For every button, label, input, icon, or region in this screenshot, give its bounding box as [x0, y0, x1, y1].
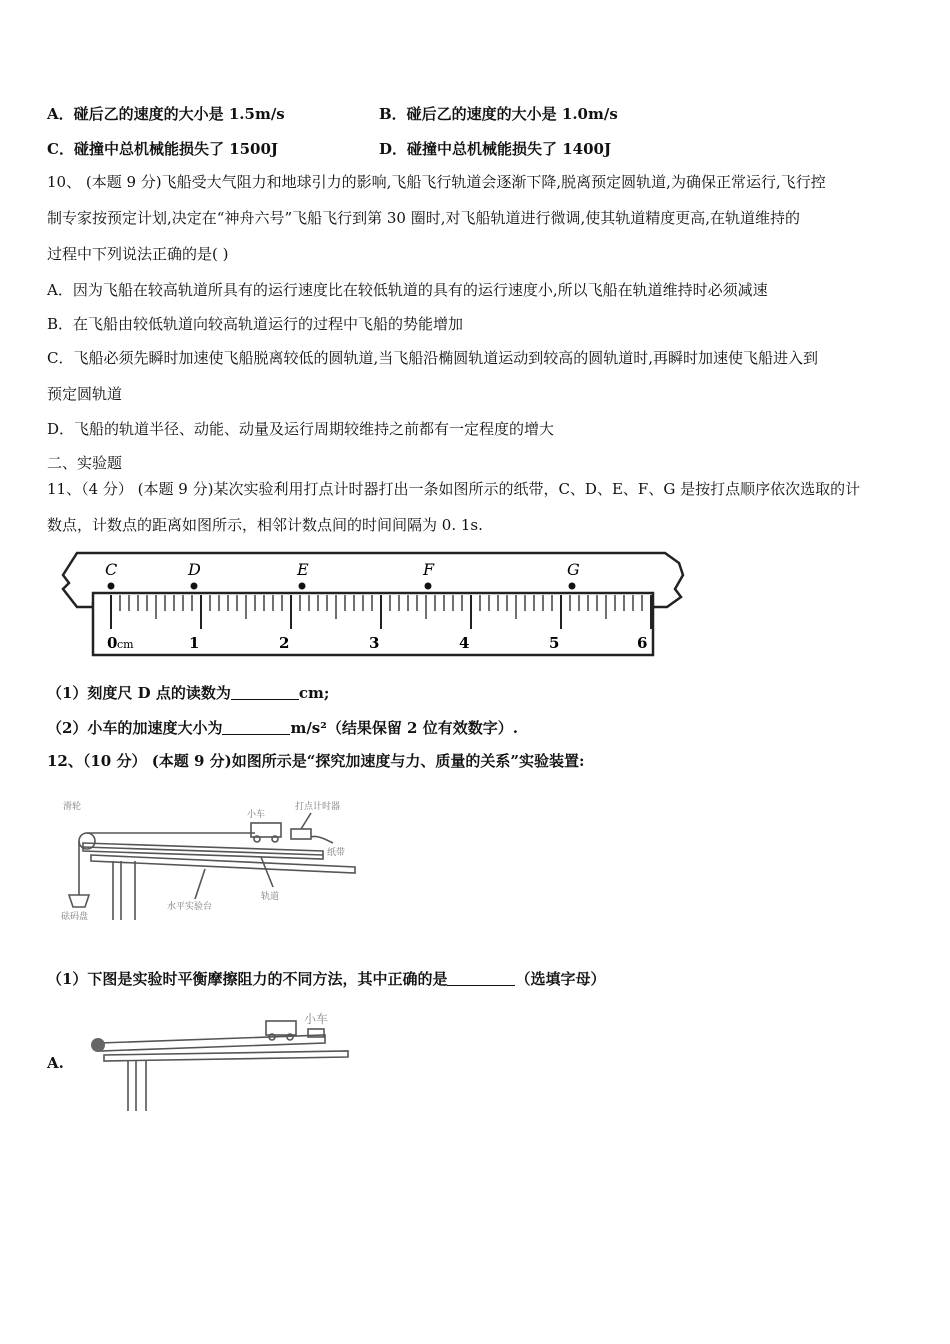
label-timer: 打点计时器 [295, 802, 341, 812]
q11-sub2-prompt: （2）小车的加速度大小为 [47, 719, 223, 737]
friction-method-a-figure [90, 1005, 355, 1120]
answer-blank-acceleration[interactable] [222, 720, 290, 735]
q10-option-c-line1: C．飞船必须先瞬时加速使飞船脱离较低的圆轨道,当飞船沿椭圆轨道运动到较高的圆轨道时,再瞬时加速使飞船进入到 [47, 349, 819, 367]
ruler-number-2: 2 [279, 634, 290, 652]
point-label-c: C [105, 560, 118, 579]
option-c: C．碰撞中总机械能损失了 1500J [47, 140, 279, 158]
q10-option-b: B．在飞船由较低轨道向较高轨道运行的过程中飞船的势能增加 [47, 315, 464, 333]
answer-blank-d-reading[interactable] [231, 685, 299, 700]
cart-body [251, 823, 281, 837]
q11-sub1 [47, 683, 910, 703]
timer-box [291, 829, 311, 839]
q10-option-a: A．因为飞船在较高轨道所具有的运行速度比在较低轨道的具有的运行速度小,所以飞船在轨道维持时必须减速 [47, 281, 768, 299]
table-top-a [104, 1051, 348, 1061]
point-label-e: E [297, 560, 309, 579]
weight-tray [69, 895, 89, 907]
ruler-figure [55, 545, 695, 660]
q10-option-c-line2: 预定圆轨道 [47, 385, 123, 403]
ruler-number-5: 5 [549, 634, 560, 652]
label-cart-a: 小车 [304, 1012, 329, 1026]
q10-option-d: D．飞船的轨道半径、动能、动量及运行周期较维持之前都有一定程度的增大 [47, 420, 555, 438]
q12-sub1-suffix: （选填字母） [515, 970, 606, 988]
q11-sub2 [47, 718, 910, 738]
q10-stem-line3: 过程中下列说法正确的是( ) [47, 245, 229, 263]
point-label-g: G [567, 560, 580, 579]
q11-sub1-unit: cm; [298, 684, 330, 702]
point-d [191, 583, 198, 590]
q12-sub1 [47, 969, 910, 989]
tape-points [105, 560, 580, 590]
ruler-number-0: 0 [107, 634, 118, 652]
label-tray: 砝码盘 [61, 912, 89, 922]
point-e [299, 583, 306, 590]
table-pointer [195, 869, 205, 899]
answer-blank-method[interactable] [447, 971, 515, 986]
table-top [91, 855, 355, 873]
q10-stem-line2: 制专家按预定计划,决定在“神舟六号”飞船飞行到第 30 圈时,对飞船轨道进行微调,使其轨道精度更高,在轨道维持的 [47, 209, 801, 227]
q11-sub2-unit: m/s²（结果保留 2 位有效数字）. [290, 719, 518, 737]
q11-stem-line2: 数点，计数点的距离如图所示，相邻计数点间的时间间隔为 0. 1s. [47, 516, 483, 534]
option-d: D．碰撞中总机械能损失了 1400J [379, 140, 612, 158]
point-g [569, 583, 576, 590]
ruler-unit: cm [117, 638, 134, 651]
q12-stem: 12、（10 分） (本题 9 分)如图所示是“探究加速度与力、质量的关系”实验装置: [47, 752, 585, 770]
point-label-d: D [188, 560, 201, 579]
ruler-number-1: 1 [189, 634, 200, 652]
label-pulley: 滑轮 [63, 802, 82, 812]
q12-option-a-label: A. [47, 1054, 64, 1072]
q11-sub1-prompt: （1）刻度尺 D 点的读数为 [47, 684, 231, 702]
q12-sub1-prompt: （1）下图是实验时平衡摩擦阻力的不同方法，其中正确的是 [47, 970, 448, 988]
option-a: A．碰后乙的速度的大小是 1.5m/s [47, 105, 285, 123]
ruler-number-3: 3 [369, 634, 380, 652]
section-heading: 二、实验题 [47, 454, 123, 472]
ruler-number-6: 6 [637, 634, 648, 652]
label-track: 轨道 [261, 892, 280, 902]
point-f [425, 583, 432, 590]
track-pointer [261, 857, 273, 887]
apparatus-figure [55, 795, 375, 935]
label-cart: 小车 [247, 810, 266, 820]
label-tape: 纸带 [327, 848, 346, 858]
pulley-a-icon [91, 1038, 105, 1052]
q10-stem-line1: 10、 (本题 9 分)飞船受大气阻力和地球引力的影响,飞船飞行轨道会逐渐下降,脱离预定圆轨道,为确保正常运行,飞行控 [47, 173, 826, 191]
inclined-track [100, 1035, 325, 1051]
tape-strip [311, 836, 333, 843]
option-b: B．碰后乙的速度的大小是 1.0m/s [379, 105, 618, 123]
point-label-f: F [423, 560, 435, 579]
track-inner-line [83, 847, 323, 855]
ruler-number-4: 4 [459, 634, 470, 652]
point-c [108, 583, 115, 590]
timer-pointer [301, 813, 311, 829]
label-table: 水平实验台 [167, 902, 213, 912]
q11-stem-line1: 11、（4 分） (本题 9 分)某次实验利用打点计时器打出一条如图所示的纸带，C、D、E、F、G 是按打点顺序依次选取的计 [47, 480, 861, 498]
cart-a-body [266, 1021, 296, 1035]
